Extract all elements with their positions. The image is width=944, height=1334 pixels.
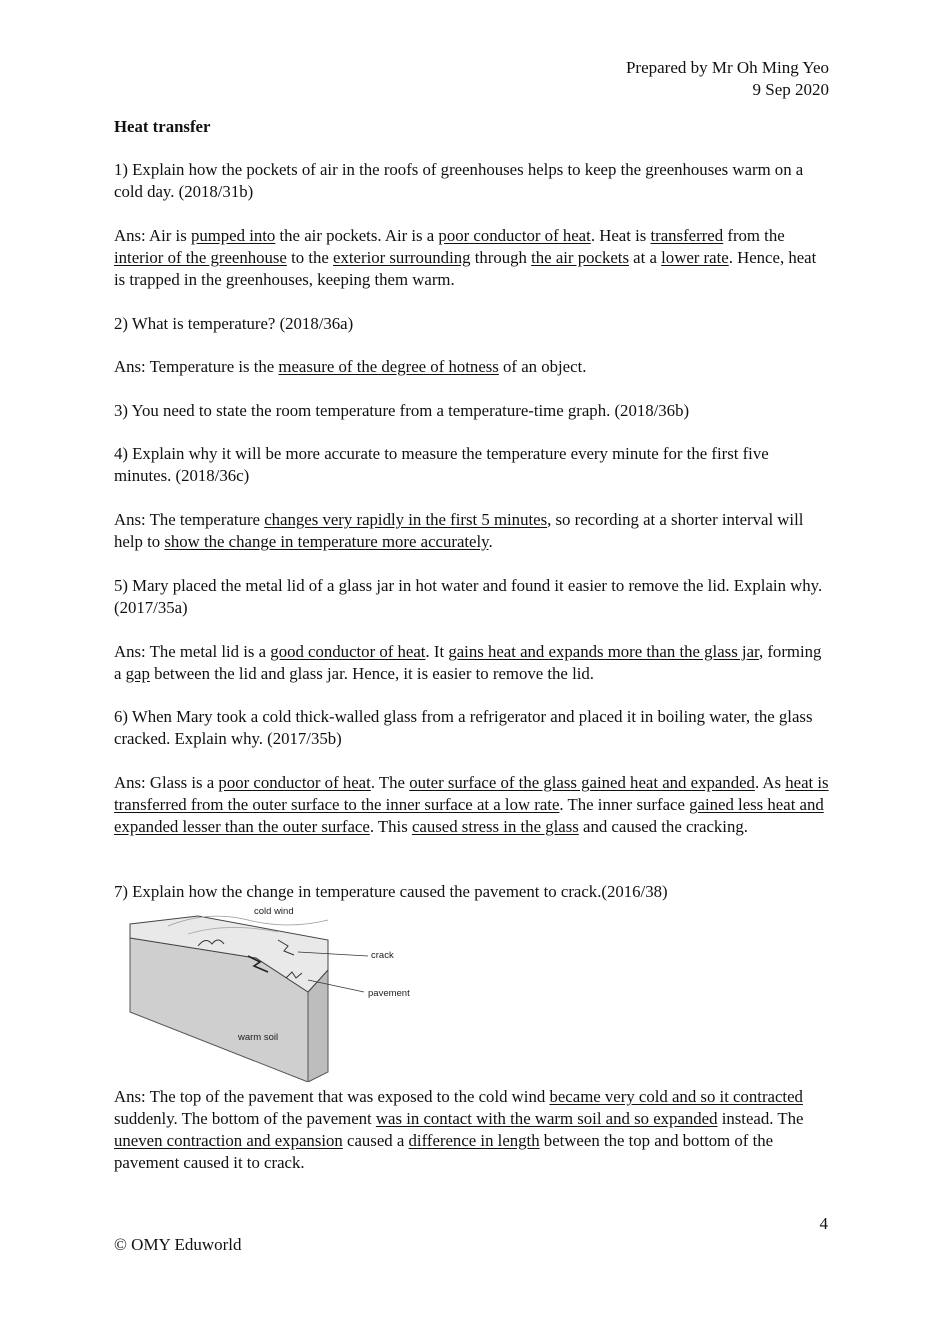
text-run: . This: [369, 817, 412, 836]
text-run: to the: [286, 248, 334, 267]
underlined-keyphrase: caused stress in the glass: [411, 817, 579, 836]
page-number: 4: [819, 1214, 828, 1233]
underlined-keyphrase: changes very rapidly in the first 5 minutes: [264, 510, 548, 529]
underlined-keyphrase: show the change in temperature more accurately: [164, 532, 489, 551]
underlined-keyphrase: good conductor of heat: [270, 642, 426, 661]
text-run: instead. The: [717, 1109, 804, 1128]
underlined-keyphrase: uneven contraction and expansion: [114, 1131, 343, 1150]
underlined-keyphrase: gained less heat and expanded lesser than the outer surface: [114, 795, 824, 836]
text-run: suddenly. The bottom of the pavement: [114, 1109, 376, 1128]
text-run: . Hence, heat is trapped in the greenhouses, keeping them warm.: [114, 248, 817, 289]
text-run: 4) Explain why it will be more accurate to measure the temperature every minute for the first five minutes. (2018/36c): [114, 444, 769, 485]
answer-6: [114, 772, 830, 838]
answer-5: [114, 641, 830, 685]
text-run: . Heat is: [590, 226, 651, 245]
text-run: Ans: The metal lid is a: [114, 642, 271, 661]
question-6: [114, 706, 830, 750]
text-run: . It: [425, 642, 449, 661]
label-crack: crack: [371, 950, 394, 961]
text-run: the air pockets. Air is a: [275, 226, 439, 245]
question-4: [114, 443, 830, 487]
question-1: [114, 159, 830, 203]
underlined-keyphrase: poor conductor of heat: [438, 226, 591, 245]
underlined-keyphrase: became very cold and so it contracted: [549, 1087, 803, 1106]
underlined-keyphrase: pumped into: [190, 226, 276, 245]
text-run: 3) You need to state the room temperature from a temperature-time graph. (2018/36b): [114, 401, 690, 420]
label-cold-wind: cold wind: [254, 906, 294, 917]
text-run: caused a: [342, 1131, 409, 1150]
text-run: Ans: Glass is a: [114, 773, 219, 792]
text-run: and caused the cracking.: [578, 817, 748, 836]
text-run: 1) Explain how the pockets of air in the roofs of greenhouses helps to keep the greenhouses warm on a cold day. (2018/31b): [114, 160, 804, 201]
text-run: 6) When Mary took a cold thick-walled glass from a refrigerator and placed it in boiling water, the glass cracked. Explain why. (2017/35b): [114, 707, 813, 748]
text-run: 5) Mary placed the metal lid of a glass jar in hot water and found it easier to remove the lid. Explain why. (2017/35a): [114, 576, 823, 617]
pavement-crack-diagram: [128, 900, 428, 1082]
text-run: through: [470, 248, 532, 267]
underlined-keyphrase: interior of the greenhouse: [114, 248, 287, 267]
text-run: Ans: Temperature is the: [114, 357, 279, 376]
underlined-keyphrase: outer surface of the glass gained heat and expanded: [409, 773, 755, 792]
question-5: [114, 575, 830, 619]
underlined-keyphrase: difference in length: [408, 1131, 540, 1150]
text-run: of an object.: [498, 357, 587, 376]
underlined-keyphrase: gains heat and expands more than the glass jar: [448, 642, 759, 661]
page-title: Heat transfer: [114, 117, 211, 136]
answer-4: [114, 509, 830, 553]
text-run: . The: [370, 773, 410, 792]
question-2: [114, 313, 830, 335]
text-run: 7) Explain how the change in temperature caused the pavement to crack.(2016/38): [114, 882, 668, 901]
answer-1: [114, 225, 830, 291]
underlined-keyphrase: the air pockets: [531, 248, 629, 267]
header-author: Prepared by Mr Oh Ming Yeo: [625, 58, 829, 77]
answer-2: [114, 356, 830, 378]
text-run: , forming a: [114, 642, 822, 683]
underlined-keyphrase: heat is transferred from the outer surface to the inner surface at a low rate: [114, 773, 829, 814]
text-run: at a: [628, 248, 662, 267]
text-run: Ans: Air is: [114, 226, 191, 245]
text-run: 2) What is temperature? (2018/36a): [114, 314, 354, 333]
underlined-keyphrase: gap: [125, 664, 150, 683]
text-run: from the: [723, 226, 785, 245]
answer-7: [114, 1086, 830, 1174]
text-run: between the lid and glass jar. Hence, it is easier to remove the lid.: [149, 664, 594, 683]
text-run: .: [488, 532, 493, 551]
text-run: Ans: The top of the pavement that was exposed to the cold wind: [114, 1087, 550, 1106]
label-pavement: pavement: [368, 988, 410, 999]
underlined-keyphrase: was in contact with the warm soil and so expanded: [375, 1109, 718, 1128]
text-run: , so recording at a shorter interval will help to: [114, 510, 804, 551]
text-run: . The inner surface: [559, 795, 690, 814]
footer-copyright: © OMY Eduworld: [114, 1235, 242, 1254]
underlined-keyphrase: lower rate: [661, 248, 729, 267]
underlined-keyphrase: measure of the degree of hotness: [278, 357, 499, 376]
text-run: between the top and bottom of the pavement caused it to crack.: [114, 1131, 774, 1172]
text-run: . As: [754, 773, 786, 792]
question-3: [114, 400, 830, 422]
underlined-keyphrase: transferred: [650, 226, 724, 245]
header-date: 9 Sep 2020: [752, 80, 829, 99]
label-warm-soil: warm soil: [238, 1032, 279, 1043]
underlined-keyphrase: exterior surrounding: [333, 248, 471, 267]
text-run: Ans: The temperature: [114, 510, 265, 529]
underlined-keyphrase: poor conductor of heat: [218, 773, 371, 792]
